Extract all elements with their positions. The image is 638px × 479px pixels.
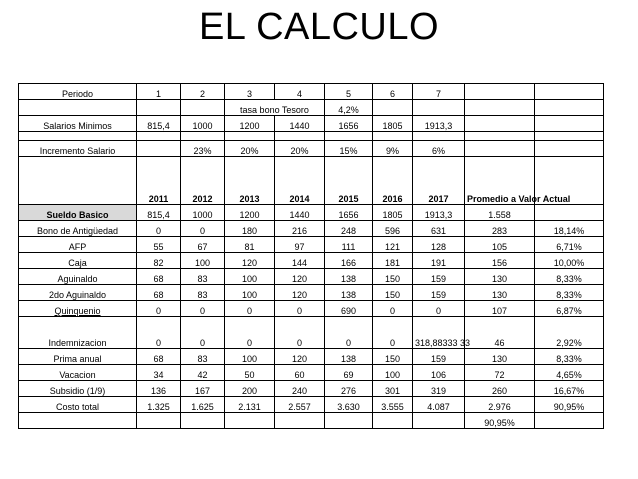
value-cell[interactable]: 100 bbox=[225, 269, 275, 285]
value-cell[interactable]: 120 bbox=[275, 349, 325, 365]
value-cell[interactable]: 0 bbox=[373, 301, 413, 317]
tasa-row bbox=[19, 100, 604, 116]
value-cell[interactable]: 0 bbox=[275, 301, 325, 317]
periodo-cell[interactable]: 7 bbox=[413, 84, 465, 100]
empty-cell[interactable] bbox=[413, 100, 465, 116]
promedio-cell[interactable]: 72 bbox=[465, 365, 535, 381]
percent-cell[interactable]: 16,67% bbox=[535, 381, 604, 397]
percent-cell[interactable]: 10,00% bbox=[535, 253, 604, 269]
value-cell[interactable]: 0 bbox=[373, 317, 413, 349]
incremento-cell[interactable]: 9% bbox=[373, 141, 413, 157]
year-header: 2012 bbox=[181, 157, 225, 205]
data-row bbox=[19, 381, 604, 397]
year-header: 2013 bbox=[225, 157, 275, 205]
row-label: AFP bbox=[19, 237, 137, 253]
percent-cell[interactable]: 90,95% bbox=[535, 397, 604, 413]
row-label: Bono de Antigüedad bbox=[19, 221, 137, 237]
row-label: Vacacion bbox=[19, 365, 137, 381]
percent-cell[interactable]: 8,33% bbox=[535, 349, 604, 365]
value-cell[interactable]: 159 bbox=[413, 285, 465, 301]
value-cell[interactable]: 0 bbox=[225, 317, 275, 349]
row-label: Prima anual bbox=[19, 349, 137, 365]
year-header: 2016 bbox=[373, 157, 413, 205]
value-cell[interactable]: 120 bbox=[275, 285, 325, 301]
value-cell[interactable]: 191 bbox=[413, 253, 465, 269]
row-label: Caja bbox=[19, 253, 137, 269]
incremento-cell[interactable]: 23% bbox=[181, 141, 225, 157]
value-cell[interactable]: 60 bbox=[275, 365, 325, 381]
value-cell[interactable]: 690 bbox=[325, 301, 373, 317]
promedio-cell[interactable]: 130 bbox=[465, 349, 535, 365]
promedio-cell[interactable]: 1.558 bbox=[465, 205, 535, 221]
empty-cell[interactable] bbox=[373, 413, 413, 429]
value-cell[interactable]: 97 bbox=[275, 237, 325, 253]
empty-cell[interactable] bbox=[275, 413, 325, 429]
value-cell[interactable]: 248 bbox=[325, 221, 373, 237]
value-cell[interactable]: 2.131 bbox=[225, 397, 275, 413]
value-cell[interactable]: 166 bbox=[325, 253, 373, 269]
value-cell[interactable]: 4.087 bbox=[413, 397, 465, 413]
salarios-row bbox=[19, 116, 604, 132]
data-row bbox=[19, 253, 604, 269]
value-cell[interactable]: 3.555 bbox=[373, 397, 413, 413]
periodo-cell[interactable]: 4 bbox=[275, 84, 325, 100]
row-label: Indemnizacion bbox=[19, 317, 137, 349]
empty-cell[interactable] bbox=[225, 413, 275, 429]
row-label: Quinquenio bbox=[19, 301, 137, 317]
promedio-cell[interactable]: 2.976 bbox=[465, 397, 535, 413]
value-cell[interactable]: 1.625 bbox=[181, 397, 225, 413]
value-cell[interactable]: 100 bbox=[181, 253, 225, 269]
promedio-cell[interactable]: 105 bbox=[465, 237, 535, 253]
value-cell[interactable]: 150 bbox=[373, 349, 413, 365]
empty-cell[interactable] bbox=[19, 413, 137, 429]
data-row bbox=[19, 301, 604, 317]
value-cell[interactable]: 240 bbox=[275, 381, 325, 397]
value-cell[interactable]: 318,88333 33 bbox=[413, 317, 465, 349]
percent-cell[interactable]: 18,14% bbox=[535, 221, 604, 237]
empty-cell[interactable] bbox=[19, 100, 137, 116]
incremento-cell[interactable]: 20% bbox=[275, 141, 325, 157]
empty-cell[interactable] bbox=[535, 413, 604, 429]
value-cell[interactable]: 100 bbox=[373, 365, 413, 381]
promedio-cell[interactable]: 260 bbox=[465, 381, 535, 397]
tasa-label: tasa bono Tesoro bbox=[225, 100, 325, 116]
footer-row bbox=[19, 413, 604, 429]
empty-cell[interactable] bbox=[465, 116, 535, 132]
tasa-value[interactable]: 4,2% bbox=[325, 100, 373, 116]
value-cell[interactable]: 1000 bbox=[181, 205, 225, 221]
periodo-label: Periodo bbox=[19, 84, 137, 100]
value-cell[interactable]: 138 bbox=[325, 269, 373, 285]
salarios-cell[interactable]: 815,4 bbox=[137, 116, 181, 132]
value-cell[interactable]: 150 bbox=[373, 285, 413, 301]
value-cell[interactable]: 68 bbox=[137, 349, 181, 365]
data-row bbox=[19, 269, 604, 285]
empty-cell[interactable] bbox=[465, 141, 535, 157]
row-label: Costo total bbox=[19, 397, 137, 413]
promedio-cell[interactable]: 130 bbox=[465, 285, 535, 301]
value-cell[interactable]: 1440 bbox=[275, 205, 325, 221]
salarios-cell[interactable]: 1200 bbox=[225, 116, 275, 132]
value-cell[interactable]: 0 bbox=[181, 221, 225, 237]
empty-cell[interactable] bbox=[137, 100, 181, 116]
value-cell[interactable]: 68 bbox=[137, 285, 181, 301]
empty-cell[interactable] bbox=[413, 413, 465, 429]
empty-cell[interactable] bbox=[181, 100, 225, 116]
value-cell[interactable]: 1200 bbox=[225, 205, 275, 221]
year-header: 2014 bbox=[275, 157, 325, 205]
data-row bbox=[19, 237, 604, 253]
value-cell[interactable]: 596 bbox=[373, 221, 413, 237]
value-cell[interactable]: 121 bbox=[373, 237, 413, 253]
value-cell[interactable]: 3.630 bbox=[325, 397, 373, 413]
incremento-row bbox=[19, 141, 604, 157]
value-cell[interactable]: 120 bbox=[275, 269, 325, 285]
periodo-cell[interactable]: 3 bbox=[225, 84, 275, 100]
value-cell[interactable]: 0 bbox=[325, 317, 373, 349]
empty-cell[interactable] bbox=[535, 100, 604, 116]
value-cell[interactable]: 167 bbox=[181, 381, 225, 397]
value-cell[interactable]: 200 bbox=[225, 381, 275, 397]
value-cell[interactable]: 136 bbox=[137, 381, 181, 397]
data-row bbox=[19, 365, 604, 381]
value-cell[interactable]: 0 bbox=[137, 317, 181, 349]
year-header: 2017 bbox=[413, 157, 465, 205]
value-cell[interactable]: 1656 bbox=[325, 205, 373, 221]
value-cell[interactable]: 180 bbox=[225, 221, 275, 237]
salarios-label: Salarios Minimos bbox=[19, 116, 137, 132]
value-cell[interactable]: 0 bbox=[181, 317, 225, 349]
value-cell[interactable]: 1913,3 bbox=[413, 205, 465, 221]
value-cell[interactable]: 50 bbox=[225, 365, 275, 381]
value-cell[interactable]: 83 bbox=[181, 349, 225, 365]
data-row bbox=[19, 221, 604, 237]
percent-cell[interactable]: 4,65% bbox=[535, 365, 604, 381]
value-cell[interactable]: 0 bbox=[413, 301, 465, 317]
periodo-cell[interactable]: 5 bbox=[325, 84, 373, 100]
percent-cell[interactable]: 2,92% bbox=[535, 317, 604, 349]
year-header: 2015 bbox=[325, 157, 373, 205]
percent-cell[interactable]: 8,33% bbox=[535, 285, 604, 301]
empty-cell[interactable] bbox=[465, 84, 535, 100]
empty-cell[interactable] bbox=[137, 413, 181, 429]
value-cell[interactable]: 150 bbox=[373, 269, 413, 285]
empty-cell[interactable] bbox=[181, 413, 225, 429]
value-cell[interactable]: 69 bbox=[325, 365, 373, 381]
value-cell[interactable]: 0 bbox=[137, 221, 181, 237]
value-cell[interactable]: 144 bbox=[275, 253, 325, 269]
promedio-header: Promedio a Valor Actual bbox=[465, 157, 535, 205]
salarios-cell[interactable]: 1000 bbox=[181, 116, 225, 132]
row-label: Aguinaldo bbox=[19, 269, 137, 285]
value-cell[interactable]: 42 bbox=[181, 365, 225, 381]
value-cell[interactable]: 159 bbox=[413, 349, 465, 365]
empty-cell[interactable] bbox=[325, 413, 373, 429]
empty-cell[interactable] bbox=[19, 157, 137, 205]
salarios-cell[interactable]: 1656 bbox=[325, 116, 373, 132]
incremento-cell[interactable]: 15% bbox=[325, 141, 373, 157]
promedio-cell[interactable]: 46 bbox=[465, 317, 535, 349]
value-cell[interactable]: 1.325 bbox=[137, 397, 181, 413]
value-cell[interactable]: 631 bbox=[413, 221, 465, 237]
salarios-cell[interactable]: 1440 bbox=[275, 116, 325, 132]
value-cell[interactable]: 0 bbox=[181, 301, 225, 317]
empty-cell[interactable] bbox=[373, 100, 413, 116]
calculation-table bbox=[18, 83, 604, 429]
data-row bbox=[19, 285, 604, 301]
indemnizacion-row bbox=[19, 317, 604, 349]
promedio-cell[interactable]: 107 bbox=[465, 301, 535, 317]
incremento-cell[interactable]: 6% bbox=[413, 141, 465, 157]
percent-cell[interactable] bbox=[535, 205, 604, 221]
value-cell[interactable]: 68 bbox=[137, 269, 181, 285]
footer-percent[interactable]: 90,95% bbox=[465, 413, 535, 429]
year-header-row bbox=[19, 157, 604, 205]
empty-cell[interactable] bbox=[535, 84, 604, 100]
value-cell[interactable]: 83 bbox=[181, 269, 225, 285]
value-cell[interactable]: 111 bbox=[325, 237, 373, 253]
percent-cell[interactable]: 6,87% bbox=[535, 301, 604, 317]
value-cell[interactable]: 100 bbox=[225, 349, 275, 365]
value-cell[interactable]: 138 bbox=[325, 349, 373, 365]
value-cell[interactable]: 120 bbox=[225, 253, 275, 269]
row-label: 2do Aguinaldo bbox=[19, 285, 137, 301]
value-cell[interactable]: 815,4 bbox=[137, 205, 181, 221]
promedio-cell[interactable]: 283 bbox=[465, 221, 535, 237]
periodo-cell[interactable]: 6 bbox=[373, 84, 413, 100]
periodo-row bbox=[19, 84, 604, 100]
value-cell[interactable]: 106 bbox=[413, 365, 465, 381]
percent-cell[interactable]: 6,71% bbox=[535, 237, 604, 253]
data-row bbox=[19, 349, 604, 365]
empty-cell[interactable] bbox=[465, 100, 535, 116]
incremento-cell[interactable] bbox=[137, 141, 181, 157]
value-cell[interactable]: 0 bbox=[137, 301, 181, 317]
value-cell[interactable]: 181 bbox=[373, 253, 413, 269]
value-cell[interactable]: 55 bbox=[137, 237, 181, 253]
periodo-cell[interactable]: 1 bbox=[137, 84, 181, 100]
row-label: Sueldo Basico bbox=[19, 205, 137, 221]
value-cell[interactable]: 34 bbox=[137, 365, 181, 381]
value-cell[interactable]: 2.557 bbox=[275, 397, 325, 413]
incremento-label: Incremento Salario bbox=[19, 141, 137, 157]
empty-cell[interactable] bbox=[535, 141, 604, 157]
value-cell[interactable]: 1805 bbox=[373, 205, 413, 221]
value-cell[interactable]: 319 bbox=[413, 381, 465, 397]
value-cell[interactable]: 159 bbox=[413, 269, 465, 285]
value-cell[interactable]: 301 bbox=[373, 381, 413, 397]
spacer-row bbox=[19, 132, 604, 141]
page-title: EL CALCULO bbox=[198, 6, 440, 48]
percent-cell[interactable]: 8,33% bbox=[535, 269, 604, 285]
value-cell[interactable]: 276 bbox=[325, 381, 373, 397]
salarios-cell[interactable]: 1805 bbox=[373, 116, 413, 132]
data-row bbox=[19, 205, 604, 221]
value-cell[interactable]: 0 bbox=[275, 317, 325, 349]
data-row bbox=[19, 397, 604, 413]
periodo-cell[interactable]: 2 bbox=[181, 84, 225, 100]
value-cell[interactable]: 138 bbox=[325, 285, 373, 301]
value-cell[interactable]: 0 bbox=[225, 301, 275, 317]
value-cell[interactable]: 100 bbox=[225, 285, 275, 301]
salarios-cell[interactable]: 1913,3 bbox=[413, 116, 465, 132]
empty-cell[interactable] bbox=[535, 116, 604, 132]
value-cell[interactable]: 83 bbox=[181, 285, 225, 301]
year-header: 2011 bbox=[137, 157, 181, 205]
value-cell[interactable]: 67 bbox=[181, 237, 225, 253]
value-cell[interactable]: 81 bbox=[225, 237, 275, 253]
promedio-cell[interactable]: 130 bbox=[465, 269, 535, 285]
value-cell[interactable]: 82 bbox=[137, 253, 181, 269]
row-label: Subsidio (1/9) bbox=[19, 381, 137, 397]
promedio-cell[interactable]: 156 bbox=[465, 253, 535, 269]
incremento-cell[interactable]: 20% bbox=[225, 141, 275, 157]
value-cell[interactable]: 216 bbox=[275, 221, 325, 237]
value-cell[interactable]: 128 bbox=[413, 237, 465, 253]
